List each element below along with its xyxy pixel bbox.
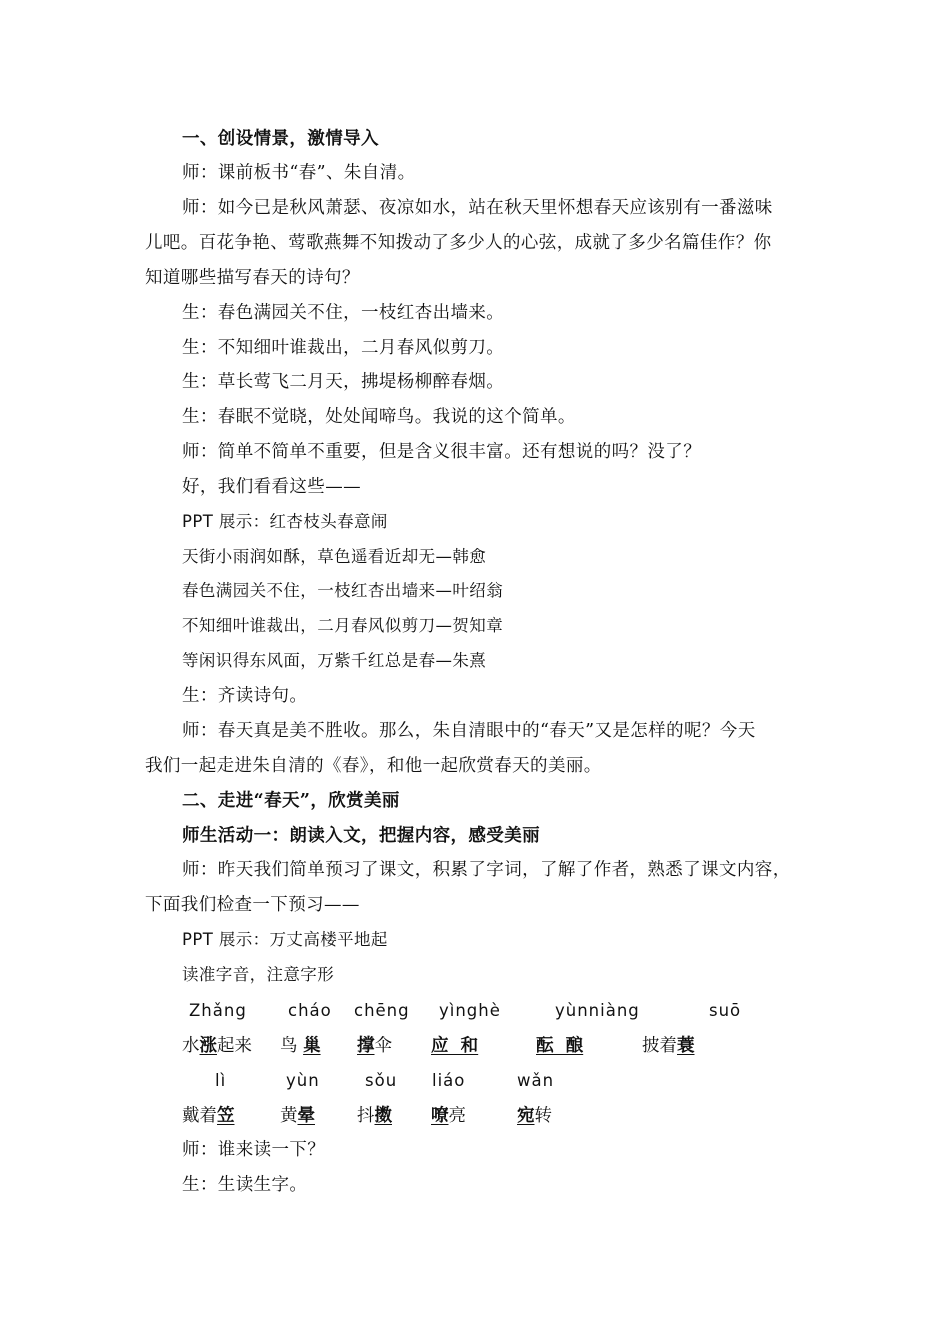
vocab-word: 黄晕 (280, 1106, 315, 1126)
paragraph-line: 生：生读生字。 (182, 1175, 308, 1195)
vocab-word: 抖擞 (357, 1106, 392, 1126)
paragraph-line: 知道哪些描写春天的诗句？ (145, 268, 360, 288)
vocab-word: 应 和 (431, 1036, 479, 1056)
paragraph-line: 师：课前板书“春”、朱自清。 (182, 163, 416, 183)
paragraph-line: 生：春眠不觉晓，处处闻啼鸟。我说的这个简单。 (182, 407, 576, 427)
poem-line: 不知细叶谁裁出，二月春风似剪刀—贺知章 (182, 616, 504, 635)
pinyin: yùn (286, 1071, 320, 1090)
pinyin: suō (709, 1001, 742, 1020)
paragraph-line: 生：齐读诗句。 (182, 686, 308, 706)
pinyin: cháo (288, 1001, 332, 1020)
pinyin: yìnghè (439, 1001, 501, 1020)
pinyin: liáo (432, 1071, 466, 1090)
pinyin: Zhǎng (189, 1001, 247, 1020)
paragraph-line: 师：如今已是秋风萧瑟、夜凉如水，站在秋天里怀想春天应该别有一番滋味 (182, 198, 773, 218)
poem-line: 天街小雨润如酥，草色遥看近却无—韩愈 (182, 547, 487, 566)
paragraph-line: 儿吧。百花争艳、莺歌燕舞不知拨动了多少人的心弦，成就了多少名篇佳作？你 (145, 233, 772, 253)
paragraph-line: 下面我们检查一下预习—— (145, 895, 360, 915)
paragraph-line: 生：不知细叶谁裁出，二月春风似剪刀。 (182, 338, 505, 358)
pinyin: chēng (354, 1001, 410, 1020)
vocab-word: 鸟 巢 (280, 1036, 321, 1056)
vocab-word: 披着蓑 (642, 1036, 695, 1056)
paragraph-line: 师：昨天我们简单预习了课文，积累了字词，了解了作者，熟悉了课文内容， (182, 860, 791, 880)
ppt-line: PPT 展示：红杏枝头春意闹 (182, 512, 388, 531)
paragraph-line: 我们一起走进朱自清的《春》，和他一起欣赏春天的美丽。 (145, 756, 602, 776)
pinyin: sǒu (365, 1071, 398, 1090)
vocab-word: 宛转 (517, 1106, 552, 1126)
activity-heading: 师生活动一：朗读入文，把握内容，感受美丽 (182, 826, 540, 846)
vocab-word: 撑伞 (357, 1036, 392, 1056)
poem-line: 等闲识得东风面，万紫千红总是春—朱熹 (182, 651, 487, 670)
ppt-line: PPT 展示：万丈高楼平地起 (182, 930, 388, 949)
poem-line: 春色满园关不住，一枝红杏出墙来—叶绍翁 (182, 581, 504, 600)
pinyin: wǎn (517, 1071, 555, 1090)
section-heading-1: 一、创设情景，激情导入 (182, 129, 379, 149)
vocab-word: 戴着笠 (182, 1106, 235, 1126)
vocab-word: 嘹亮 (431, 1106, 466, 1126)
paragraph-line: 师：春天真是美不胜收。那么，朱自清眼中的“春天”又是怎样的呢？今天 (182, 721, 756, 741)
vocab-word: 酝 酿 (536, 1036, 584, 1056)
instruction-line: 读准字音，注意字形 (182, 965, 335, 984)
paragraph-line: 好，我们看看这些—— (182, 477, 361, 497)
paragraph-line: 生：草长莺飞二月天，拂堤杨柳醉春烟。 (182, 372, 505, 392)
paragraph-line: 生：春色满园关不住，一枝红杏出墙来。 (182, 303, 505, 323)
paragraph-line: 师：谁来读一下？ (182, 1140, 326, 1160)
section-heading-2: 二、走进“春天”，欣赏美丽 (182, 791, 400, 811)
vocab-word: 水涨起来 (182, 1036, 252, 1056)
paragraph-line: 师：简单不简单不重要，但是含义很丰富。还有想说的吗？没了？ (182, 442, 702, 462)
pinyin: yùnniàng (555, 1001, 640, 1020)
pinyin: lì (215, 1071, 227, 1090)
